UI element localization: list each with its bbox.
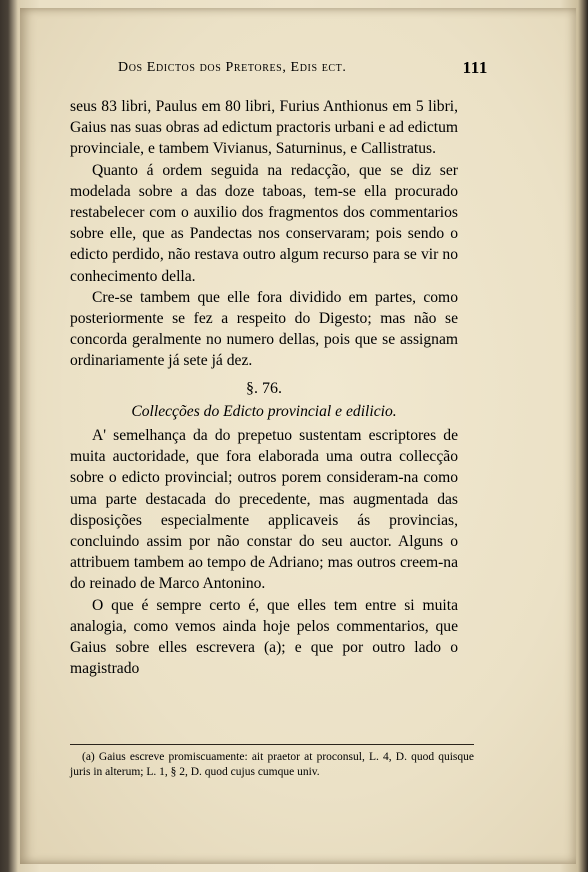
body-text — [70, 96, 458, 679]
paragraph: seus 83 libri, Paulus em 80 libri, Furius Anthionus em 5 libri, Gaius nas suas obras ad edictum practoris urbani e ad edictum provinciale, e tambem Vivianus, Saturninus, e Callistratus. — [70, 98, 458, 158]
header-title: Dos Edictos dos Pretores, Edis ect. — [118, 60, 347, 75]
footnote-rule — [70, 744, 474, 745]
page-number: 111 — [462, 58, 488, 77]
running-header — [118, 60, 488, 82]
paragraph: A' semelhança da do prepetuo sustentam escriptores de muita auctoridade, que fora elaborada uma outra collecção sobre o edicto provincial; outros porem consideram-na como uma parte destacada do precedente, mas augmentada das disposições especialmente applicaveis ás provincias, concluindo assim por não constar do seu auctor. Alguns o attribuem tambem ao tempo de Adriano; mas outros creem-na do reinado de Marco Antonino. — [70, 427, 458, 593]
section-title: Collecções do Edicto provincial e edilicio. — [131, 402, 397, 420]
footnote — [70, 750, 474, 780]
footnote-text: (a) Gaius escreve promiscuamente: ait praetor at proconsul, L. 4, D. quod quisque juris in alterum; L. 1, § 2, D. quod cujus cumque univ. — [70, 751, 474, 778]
paragraph: Cre-se tambem que elle fora dividido em partes, como posteriormente se fez a respeito do Digesto; mas não se concorda geralmente no numero dellas, pois que se assignam ordinariamente já sete já dez. — [70, 288, 458, 370]
section-number: §. 76. — [246, 379, 282, 397]
paragraph: Quanto á ordem seguida na redacção, que se diz ser modelada sobre a das doze taboas, tem-se ella procurado restabelecer com o auxilio dos fragmentos dos commentarios sobre elle, que as Pandectas nos conservaram; pois sendo o edicto perdido, não restava outro algum recurso para se vir no conhecimento della. — [70, 161, 458, 285]
paragraph: O que é sempre certo é, que elles tem entre si muita analogia, como vemos ainda hoje pelos commentarios, que Gaius sobre elles escrevera (a); e que por outro lado o magistrado — [70, 596, 458, 678]
